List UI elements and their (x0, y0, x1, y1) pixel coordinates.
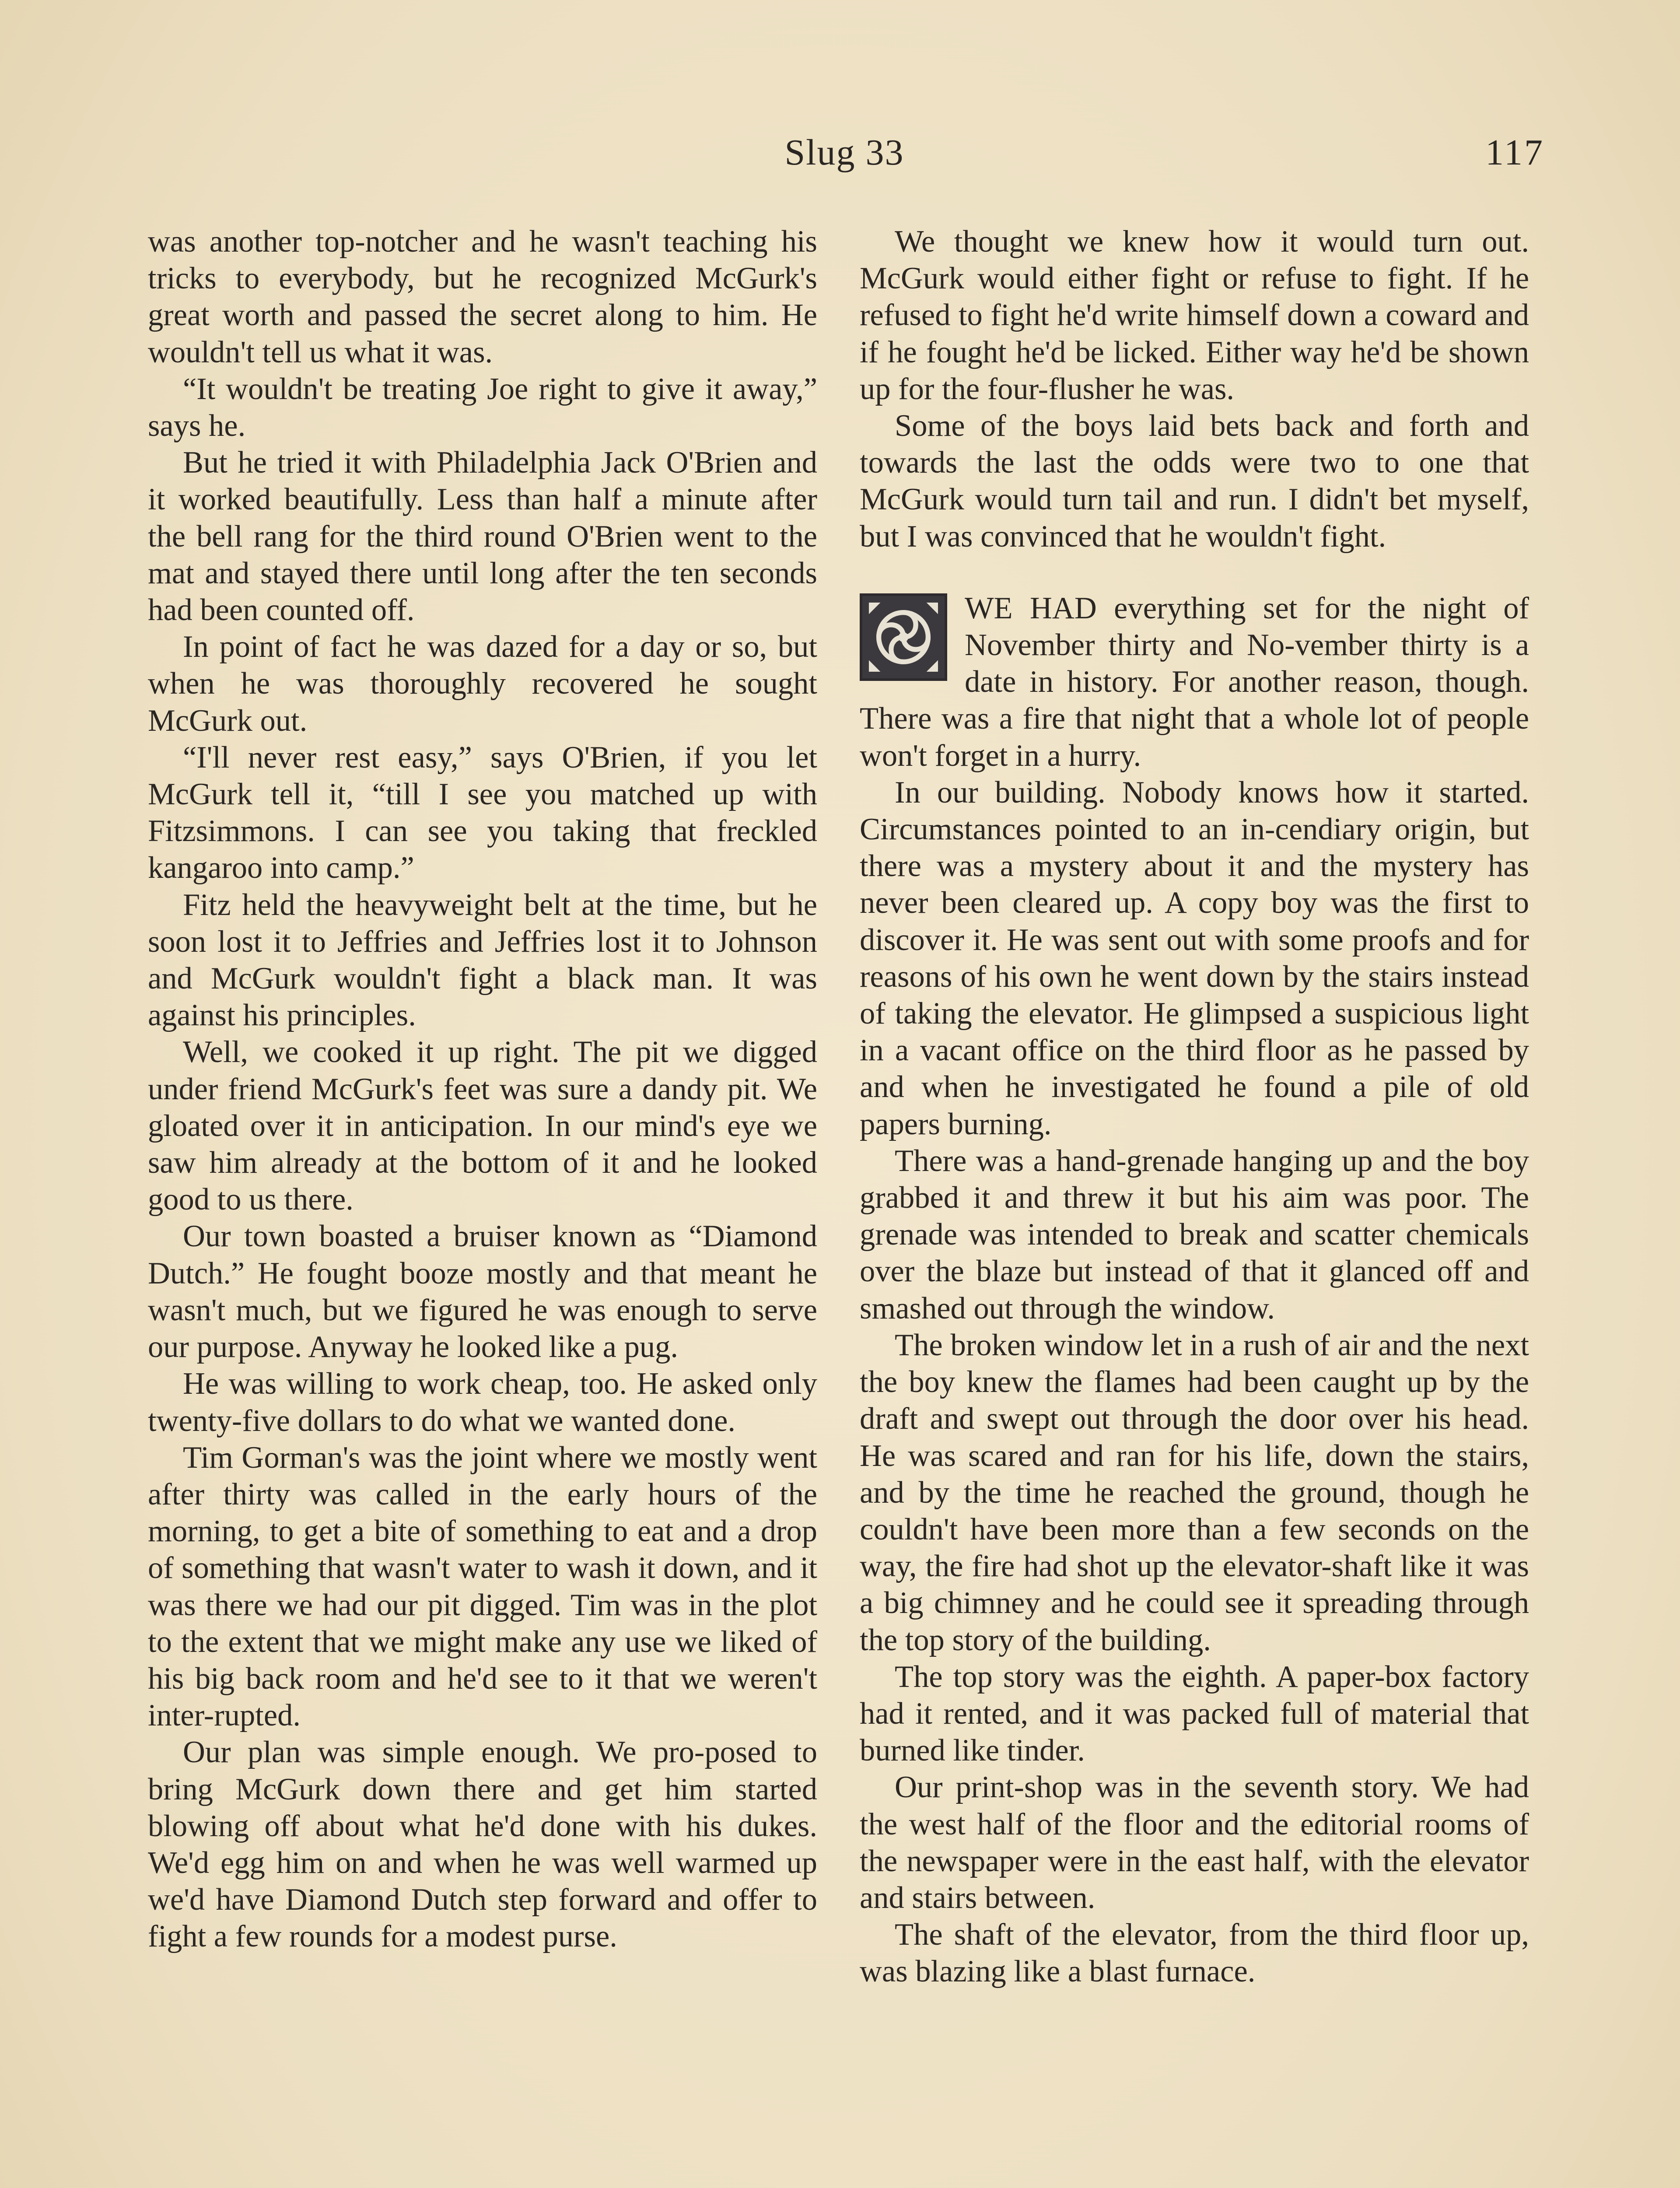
section-opening (860, 590, 1529, 774)
paragraph: The top story was the eighth. A paper-box factory had it rented, and it was packed full of material that burned like tinder. (860, 1659, 1529, 1768)
paragraph: Our print-shop was in the seventh story. We had the west half of the floor and the editorial rooms of the newspaper were in the east half, with the elevator and stairs between. (860, 1770, 1529, 1915)
paragraph: The broken window let in a rush of air and the next the boy knew the flames had been caught up by the draft and swept out through the door over his head. He was scared and ran for his life, down the stairs, and by the time he reached the ground, though he couldn't have been more than a few seconds on the way, the fire had shot up the elevator-shaft like it was a big chimney and he could see it spreading through the top story of the building. (860, 1328, 1529, 1657)
running-title: Slug 33 (784, 132, 904, 173)
paragraph: But he tried it with Philadelphia Jack O'Brien and it worked beautifully. Less than half a minute after the bell rang for the third round O'Brien went to the mat and stayed there until long after the ten seconds had been counted off. (148, 445, 817, 628)
paragraph: We thought we knew how it would turn out. McGurk would either fight or refuse to fight. If he refused to fight he'd write himself down a coward and if he fought he'd be licked. Either way he'd be shown up for the four-flusher he was. (860, 224, 1529, 406)
paragraph: The shaft of the elevator, from the third floor up, was blazing like a blast furnace. (860, 1918, 1529, 1989)
paragraph: “I'll never rest easy,” says O'Brien, if you let McGurk tell it, “till I see you matched up with Fitzsimmons. I can see you taking that freckled kangaroo into camp.” (148, 740, 817, 885)
paragraph: Our town boasted a bruiser known as “Diamond Dutch.” He fought booze mostly and that meant he wasn't much, but we figured he was enough to serve our purpose. Anyway he looked like a pug. (148, 1219, 817, 1364)
paragraph: In our building. Nobody knows how it started. Circumstances pointed to an in-cendiary origin, but there was a mystery about it and the mystery has never been cleared up. A copy boy was the first to discover it. He was sent out with some proofs and for reasons of his own he went down by the stairs instead of taking the elevator. He glimpsed a suspicious light in a vacant office on the third floor as he passed by and when he investigated he found a pile of old papers burning. (860, 775, 1529, 1141)
paragraph: was another top-notcher and he wasn't teaching his tricks to everybody, but he recognized McGurk's great worth and passed the secret along to him. He wouldn't tell us what it was. (148, 224, 817, 369)
left-column (148, 223, 817, 1955)
celtic-knot-ornament-icon (860, 593, 947, 681)
paragraph: Fitz held the heavyweight belt at the time, but he soon lost it to Jeffries and Jeffries lost it to Johnson and McGurk wouldn't fight a black man. It was against his principles. (148, 887, 817, 1033)
paragraph: Our plan was simple enough. We pro-posed to bring McGurk down there and get him started blowing off about what he'd done with his dukes. We'd egg him on and when he was well warmed up we'd have Diamond Dutch step forward and offer to fight a few rounds for a modest purse. (148, 1735, 817, 1954)
paragraph: Tim Gorman's was the joint where we mostly went after thirty was called in the early hours of the morning, to get a bite of something to eat and a drop of something that wasn't water to wash it down, and it was there we had our pit digged. Tim was in the plot to the extent that we might make any use we liked of his big back room and he'd see to it that we weren't inter-rupted. (148, 1440, 817, 1733)
paragraph: In point of fact he was dazed for a day or so, but when he was thoroughly recovered he sought McGurk out. (148, 630, 817, 738)
section-opening-paragraph: WE HAD everything set for the night of November thirty and No-vember thirty is a date in history. For another reason, though. There was a fire that night that a whole lot of people won't forget in a hurry. (860, 591, 1529, 773)
paragraph: He was willing to work cheap, too. He asked only twenty-five dollars to do what we wanted done. (148, 1367, 817, 1438)
paragraph: There was a hand-grenade hanging up and the boy grabbed it and threw it but his aim was poor. The grenade was intended to break and scatter chemicals over the blaze but instead of that it glanced off and smashed out through the window. (860, 1143, 1529, 1325)
page-number: 117 (1485, 132, 1544, 173)
running-header (144, 131, 1544, 193)
paragraph: Well, we cooked it up right. The pit we digged under friend McGurk's feet was sure a dandy pit. We gloated over it in anticipation. In our mind's eye we saw him already at the bottom of it and he looked good to us there. (148, 1035, 817, 1217)
right-column (860, 223, 1529, 1990)
paragraph: “It wouldn't be treating Joe right to give it away,” says he. (148, 372, 817, 443)
paragraph: Some of the boys laid bets back and forth and towards the last the odds were two to one that McGurk would turn tail and run. I didn't bet myself, but I was convinced that he wouldn't fight. (860, 409, 1529, 554)
